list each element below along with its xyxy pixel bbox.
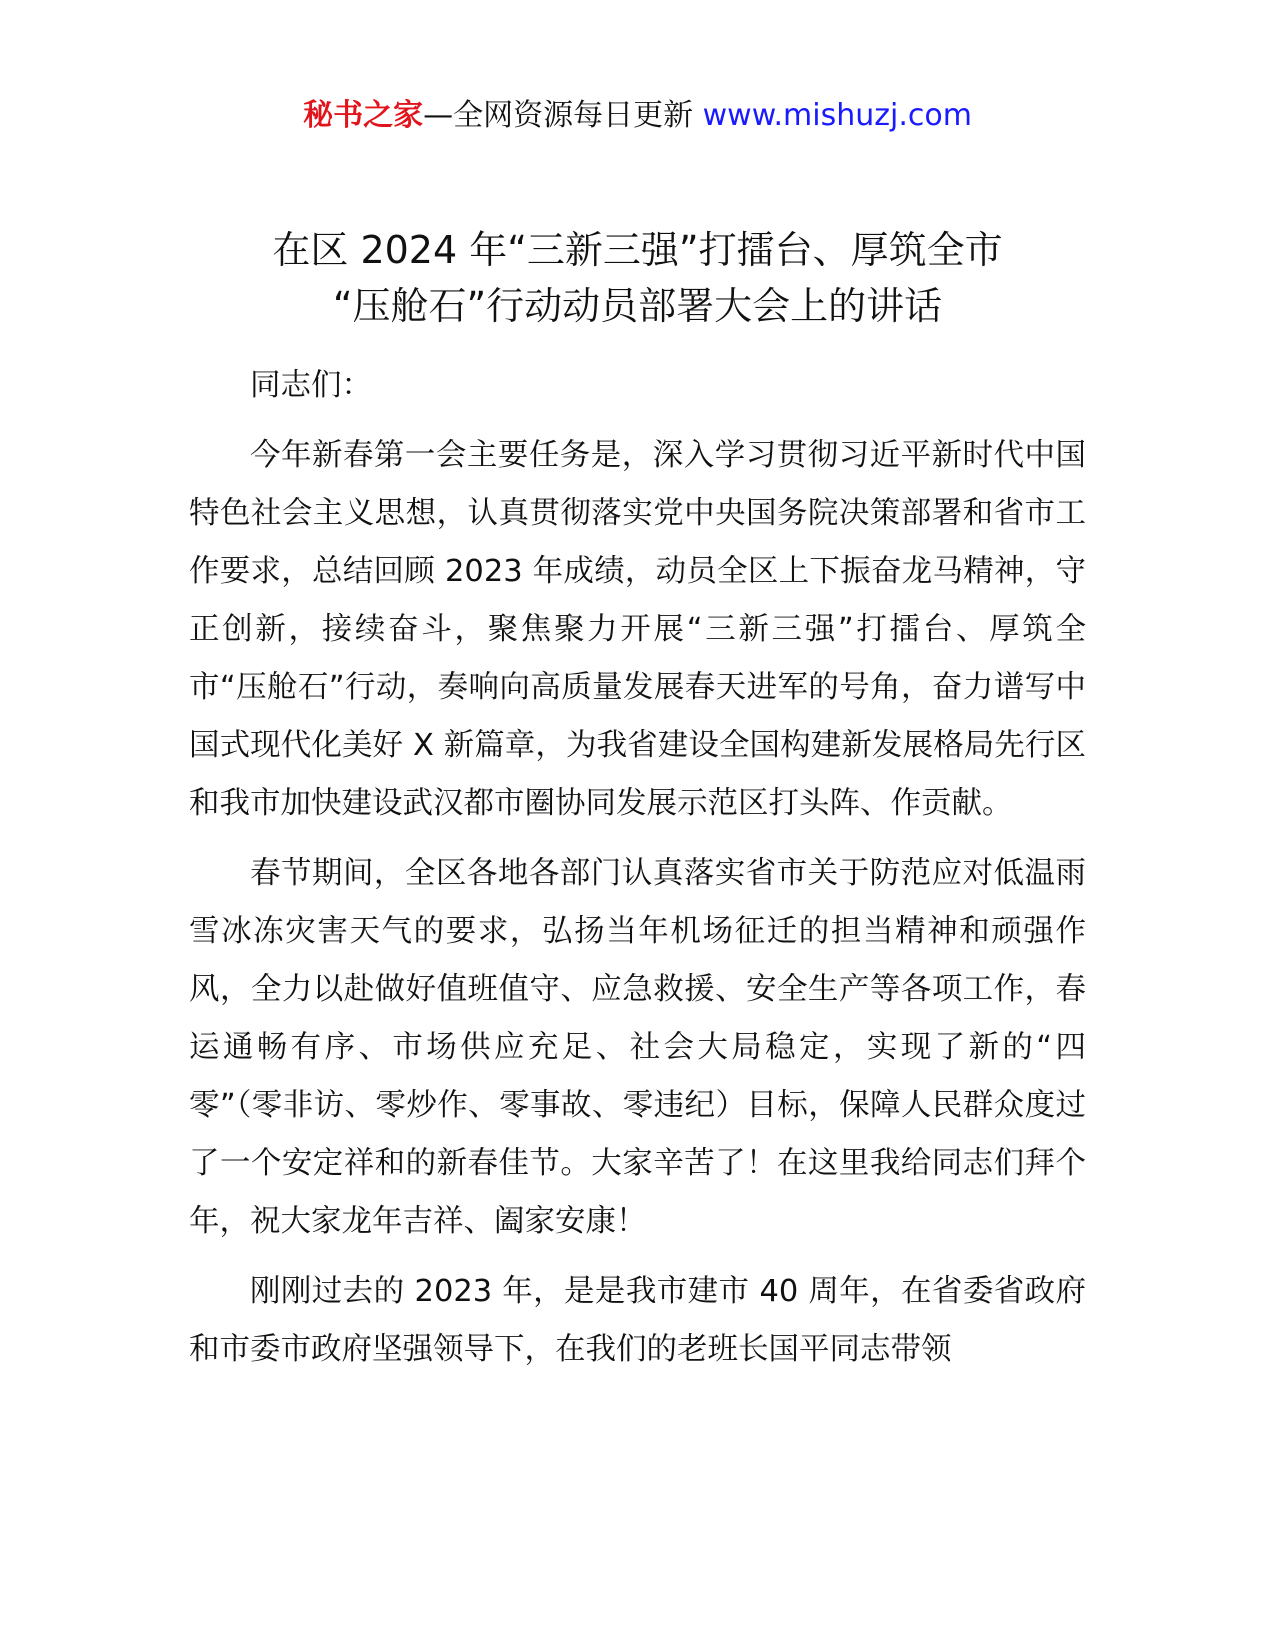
paragraph-3: 刚刚过去的 2023 年，是是我市建市 40 周年，在省委省政府和市委市政府坚强领导下，在我们的老班长国平同志带领: [189, 1274, 1086, 1367]
paragraph-1: 今年新春第一会主要任务是，深入学习贯彻习近平新时代中国特色社会主义思想，认真贯彻落实党中央国务院决策部署和省市工作要求，总结回顾 2023 年成绩，动员全区上下振奋龙马精神，守正创新，接续奋斗，聚焦聚力开展“三新三强”打擂台、厚筑全市“压舱石”行动，奏响向高质量发展春天进军的号角，奋力谱写中国式现代化美好 X 新篇章，为我省建设全国构建新发展格局先行区和我市加快建设武汉都市圈协同发展示范区打头阵、作贡献。: [189, 438, 1086, 821]
site-header: [0, 96, 1275, 136]
site-url-link[interactable]: www.mishuzj.com: [702, 98, 972, 133]
salutation: 同志们：: [250, 368, 372, 403]
title-line-1: 在区 2024 年“三新三强”打擂台、厚筑全市: [272, 228, 1003, 272]
document-body: [189, 357, 1086, 1391]
site-tagline: —全网资源每日更新: [423, 98, 703, 133]
title-line-2: “压舱石”行动动员部署大会上的讲话: [332, 284, 943, 328]
paragraph-2: 春节期间，全区各地各部门认真落实省市关于防范应对低温雨雪冰冻灾害天气的要求，弘扬当年机场征迁的担当精神和顽强作风，全力以赴做好值班值守、应急救援、安全生产等各项工作，春运通畅有序、市场供应充足、社会大局稳定，实现了新的“四零”（零非访、零炒作、零事故、零违纪）目标，保障人民群众度过了一个安定祥和的新春佳节。大家辛苦了！在这里我给同志们拜个年，祝大家龙年吉祥、阖家安康！: [189, 856, 1086, 1239]
site-brand: 秘书之家: [303, 98, 424, 133]
document-title: [190, 222, 1085, 334]
